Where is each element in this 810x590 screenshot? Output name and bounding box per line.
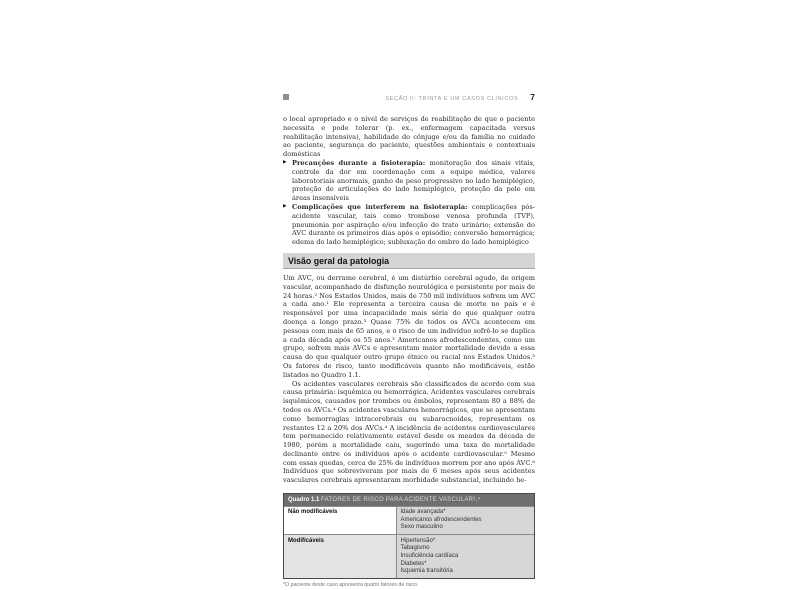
triangle-bullet-icon: ▶ — [283, 159, 287, 165]
table-title-label: Quadro 1.1 — [288, 497, 320, 504]
risk-factor: Insuficiência cardíaca — [400, 553, 459, 560]
running-head-right — [385, 92, 535, 102]
table-row-modifiable — [284, 534, 534, 578]
bullet-text: complicações pós-acidente vascular, tais como trombose venosa profunda (TVP), pneumonia por aspiração e/ou infecção do trato urinário; extensão do AVC durante os primeiros dias após o episódio; conversão hemorrágica; edema do lado hemiplégico; subluxação do ombro do lado hemiplégico — [292, 202, 536, 247]
bullet-text: monitoração dos sinais vitais, controle da dor em coordenação com a equipe médica, valores laboratoriais anormais, ganho de peso progressivo no lado hemiplégico, proteção de articulações do lado hemiplégico, proteção da pele em áreas insensíveis — [292, 158, 536, 203]
book-page — [283, 92, 535, 588]
bullet-item-precautions — [283, 159, 535, 203]
bullet-item-complications — [283, 203, 535, 247]
table-title-text: FATORES DE RISCO PARA ACIDENTE VASCULAR³,⁴ — [321, 497, 481, 504]
risk-factor: Isquemia transitória — [400, 568, 453, 575]
page-number: 7 — [530, 92, 535, 102]
risk-factor: Hipertensão* — [400, 537, 436, 544]
running-head-title: SEÇÃO II: TRINTA E UM CASOS CLÍNICOS — [385, 96, 519, 102]
risk-factor: Americanos afrodescendentes — [400, 516, 482, 523]
risk-factor: Idade avançada* — [400, 509, 446, 516]
table-footnote: *O paciente deste caso apresenta quatro fatores de risco. — [283, 582, 419, 589]
row-label: Modificáveis — [284, 535, 397, 578]
section-heading-pathology-overview: Visão geral da patologia — [283, 253, 535, 269]
bullet-lead: Complicações que interferem na fisioterapia: — [292, 202, 468, 211]
triangle-bullet-icon: ▶ — [283, 203, 287, 209]
continuation-paragraph: o local apropriado e o nível de serviços de reabilitação de que o paciente necessita e pode tolerar (p. ex., enfermagem capacitada versus reabilitação intensiva), habilidade do cônjuge e/ou da família no cuidado ao paciente, segurança do paciente, questões ambientais e contextuais domésticas — [283, 115, 535, 159]
bullet-lead: Precauções durante a fisioterapia: — [292, 158, 426, 167]
row-values — [397, 535, 535, 578]
section-marker-icon — [283, 94, 289, 100]
bullet-paragraph — [292, 159, 535, 203]
table-row-non-modifiable — [284, 506, 534, 535]
risk-factor: Sexo masculino — [400, 524, 443, 531]
risk-factor: Tabagismo — [400, 545, 430, 552]
pathology-paragraph-2: Os acidentes vasculares cerebrais são classificados de acordo com sua causa primária: isquêmica ou hemorrágica. Acidentes vasculares cerebrais isquêmicos, causados por trombos ou êmbolos, representam 80 a 88% de todos os AVCs.⁴ Os acidentes vasculares hemorrágicos, que se apresentam como hemorragias intracerebrais ou subaracnoides, representam os restantes 12 a 20% dos AVCs.⁴ A incidência de acidentes cardiovasculares tem permanecido relativamente estável desde os meados da década de 1980, porém a mortalidade caiu, sugerindo uma taxa de mortalidade declinante entre os indivíduos após o acidente cardiovascular.⁵ Mesmo com essas quedas, cerca de 25% de indivíduos morrem por ano após AVC.⁶ Indivíduos que sobreviveram por mais de 6 meses após seus acidentes vasculares cerebrais apresentaram morbidade substancial, incluindo he- — [283, 379, 535, 485]
quadro-1-1-risk-factors-table — [283, 493, 535, 579]
page-header — [283, 92, 535, 102]
risk-factor: Diabetes* — [400, 560, 427, 567]
table-title-bar — [284, 494, 534, 506]
row-label: Não modificáveis — [284, 507, 397, 535]
row-values — [397, 507, 535, 535]
bullet-paragraph — [292, 203, 535, 247]
pathology-paragraph-1: Um AVC, ou derrame cerebral, é um distúrbio cerebral agudo, de origem vascular, acompanhado de disfunção neurológica e persistente por mais de 24 horas.² Nos Estados Unidos, mais de 750 mil indivíduos sofrem um AVC a cada ano.¹ Ele representa a terceira causa de morte no país e é responsável por uma incapacidade mais séria do que qualquer outra doença a longo prazo.³ Quase 75% de todos os AVCs acontecem em pessoas com mais de 65 anos, e o risco de um indivíduo sofrê-lo se duplica a cada década após os 55 anos.³ Americanos afrodescendentes, como um grupo, sofrem mais AVCs e apresentam maior mortalidade devido a essa causa do que qualquer outro grupo étnico ou racial nos Estados Unidos.³ Os fatores de risco, tanto modificáveis quanto não modificáveis, estão listados no Quadro 1.1. — [283, 273, 535, 379]
